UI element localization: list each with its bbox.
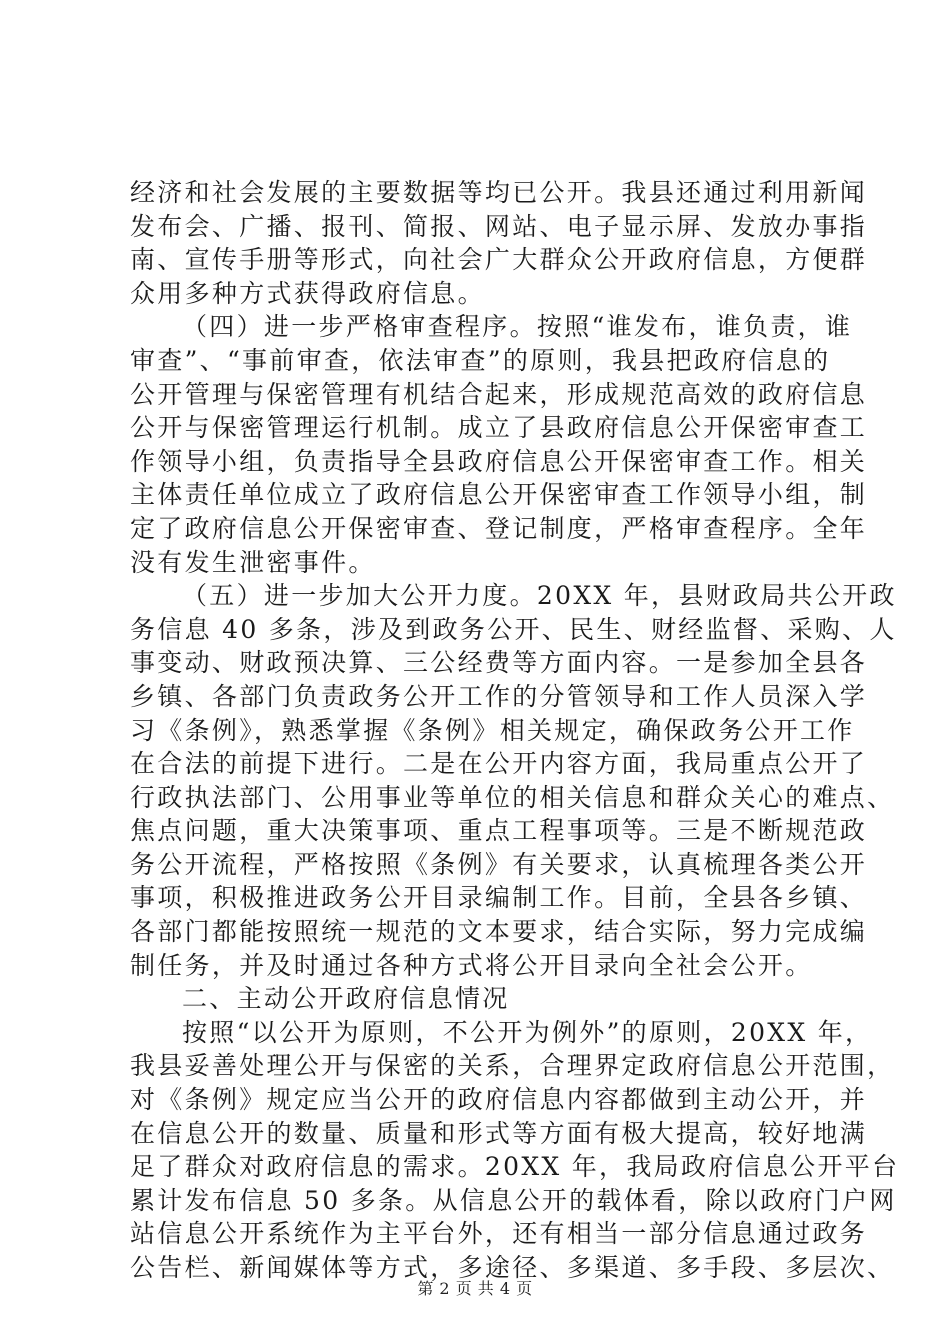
section-heading: 二、主动公开政府信息情况 <box>182 984 510 1014</box>
text-line: 事项，积极推进政务公开目录编制工作。目前，全县各乡镇、 <box>130 883 868 913</box>
paragraph-start-line: 按照“以公开为原则，不公开为例外”的原则，20XX 年， <box>182 1017 873 1047</box>
text-line: 在信息公开的数量、质量和形式等方面有极大提高，较好地满 <box>130 1118 868 1148</box>
text-line: 我县妥善处理公开与保密的关系，合理界定政府信息公开范围， <box>130 1051 895 1081</box>
text-line: 对《条例》规定应当公开的政府信息内容都做到主动公开，并 <box>130 1085 868 1115</box>
text-line: 经济和社会发展的主要数据等均已公开。我县还通过利用新闻 <box>130 178 868 207</box>
text-line: 公告栏、新闻媒体等方式，多途径、多渠道、多手段、多层次、 <box>130 1253 895 1282</box>
text-line: 制任务，并及时通过各种方式将公开目录向全社会公开。 <box>130 950 813 980</box>
page-number-footer: 第 2 页 共 4 页 <box>417 1279 533 1298</box>
text-line: 没有发生泄密事件。 <box>130 547 376 577</box>
paragraph-start-line: （四）进一步严格审查程序。按照“谁发布，谁负责，谁 <box>182 312 853 342</box>
text-line: 习《条例》，熟悉掌握《条例》相关规定，确保政务公开工作 <box>130 715 855 745</box>
text-line: 作领导小组，负责指导全县政府信息公开保密审查工作。相关 <box>130 446 868 476</box>
text-line: 行政执法部门、公用事业等单位的相关信息和群众关心的难点、 <box>130 782 895 812</box>
text-line: 南、宣传手册等形式，向社会广大群众公开政府信息，方便群 <box>130 245 868 275</box>
text-line: 各部门都能按照统一规范的文本要求，结合实际，努力完成编 <box>130 917 868 947</box>
text-line: 审查”、“事前审查，依法审查”的原则，我县把政府信息的 <box>130 345 831 375</box>
text-line: 众用多种方式获得政府信息。 <box>130 278 485 308</box>
text-line: 焦点问题，重大决策事项、重点工程事项等。三是不断规范政 <box>130 816 868 846</box>
text-line: 事变动、财政预决算、三公经费等方面内容。一是参加全县各 <box>130 648 868 678</box>
text-line: 公开管理与保密管理有机结合起来，形成规范高效的政府信息 <box>130 379 868 409</box>
text-line: 发布会、广播、报刊、简报、网站、电子显示屏、发放办事指 <box>130 211 868 241</box>
text-line: 站信息公开系统作为主平台外，还有相当一部分信息通过政务 <box>130 1219 868 1249</box>
text-line: 在合法的前提下进行。二是在公开内容方面，我局重点公开了 <box>130 749 868 779</box>
text-line: 定了政府信息公开保密审查、登记制度，严格审查程序。全年 <box>130 513 868 543</box>
text-line: 主体责任单位成立了政府信息公开保密审查工作领导小组，制 <box>130 480 868 510</box>
text-line: 务信息 40 多条，涉及到政务公开、民生、财经监督、采购、人 <box>130 614 897 644</box>
body-text <box>130 176 900 1285</box>
text-line: 公开与保密管理运行机制。成立了县政府信息公开保密审查工 <box>130 413 868 443</box>
paragraph-start-line: （五）进一步加大公开力度。20XX 年，县财政局共公开政 <box>182 581 897 611</box>
text-line: 乡镇、各部门负责政务公开工作的分管领导和工作人员深入学 <box>130 681 868 711</box>
text-line: 累计发布信息 50 多条。从信息公开的载体看，除以政府门户网 <box>130 1185 897 1215</box>
text-line: 足了群众对政府信息的需求。20XX 年，我局政府信息公开平台 <box>130 1152 900 1182</box>
text-line: 务公开流程，严格按照《条例》有关要求，认真梳理各类公开 <box>130 849 868 879</box>
